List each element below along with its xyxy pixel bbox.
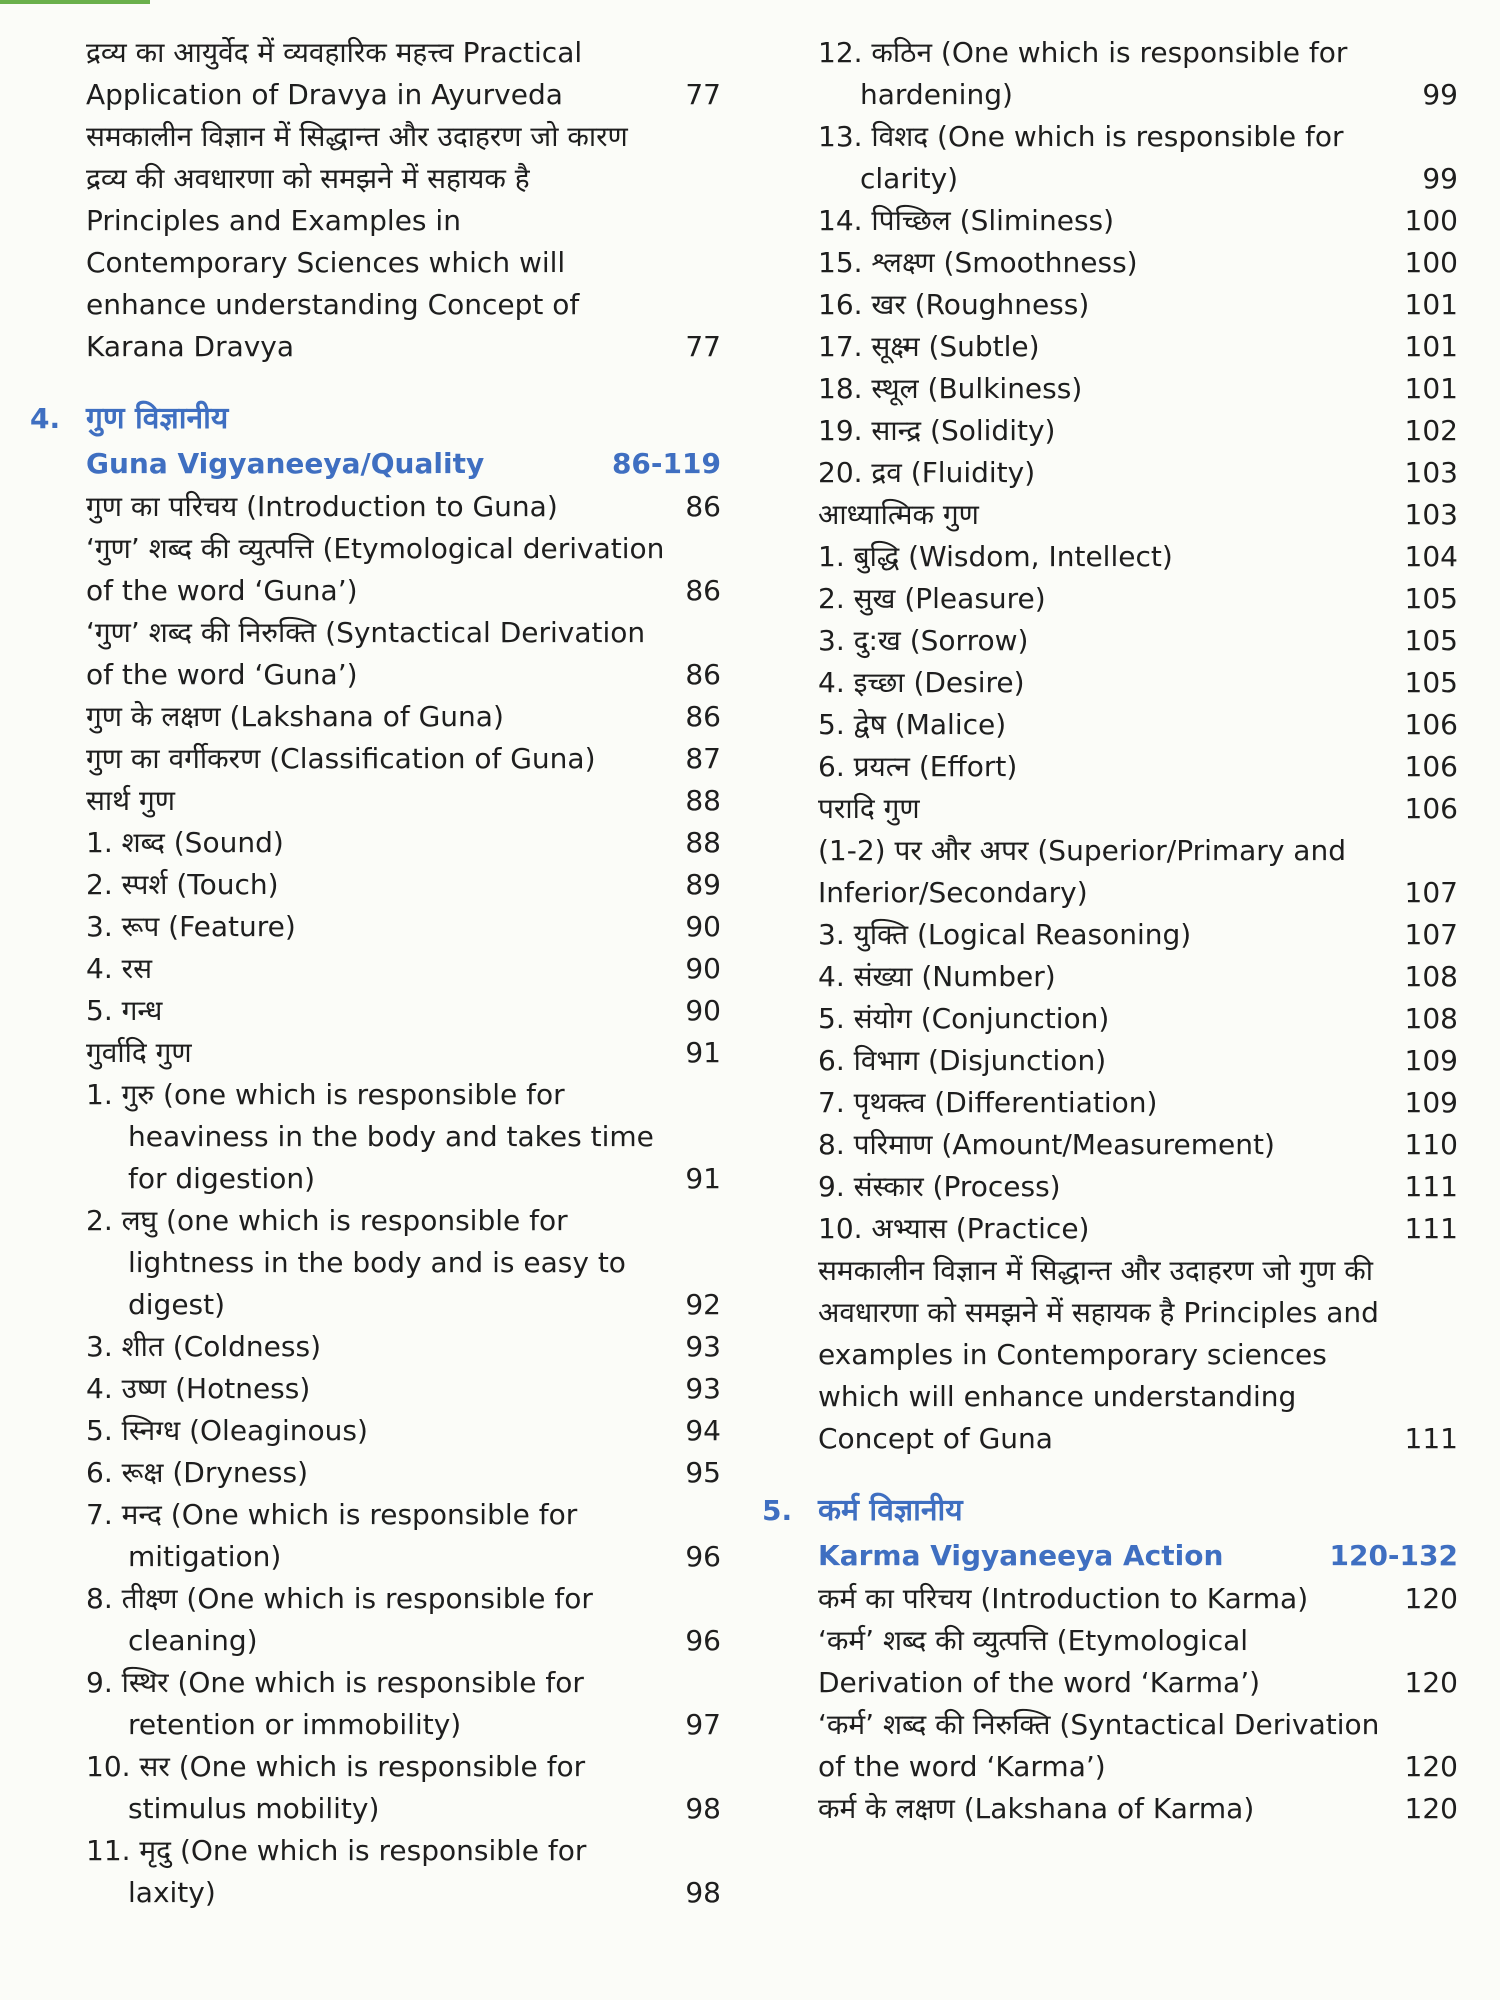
entry-text: 12. कठिन (One which is responsible for hardening) xyxy=(818,36,1348,111)
entry-text: सार्थ गुण xyxy=(86,784,175,817)
entry-page: 98 xyxy=(685,1792,721,1825)
entry-text: 20. द्रव (Fluidity) xyxy=(818,456,1036,489)
entry-page: 94 xyxy=(685,1414,721,1447)
entry-text: कर्म का परिचय (Introduction to Karma) xyxy=(818,1582,1309,1615)
entry-page: 107 xyxy=(1404,876,1458,909)
entry-text: 9. संस्कार (Process) xyxy=(818,1170,1061,1203)
entry-text: 7. मन्द (One which is responsible for mitigation) xyxy=(86,1498,578,1573)
entry-page: 89 xyxy=(685,868,721,901)
chapter-page-range: 120-132 xyxy=(1329,1539,1458,1572)
entry-text: 5. गन्ध xyxy=(86,994,163,1027)
entry-text: 10. अभ्यास (Practice) xyxy=(818,1212,1090,1245)
entry-text: 5. द्वेष (Malice) xyxy=(818,708,1007,741)
toc-entry xyxy=(818,704,1458,746)
entry-page: 103 xyxy=(1404,456,1458,489)
toc-entry xyxy=(818,830,1458,914)
entry-page: 109 xyxy=(1404,1086,1458,1119)
toc-left-column xyxy=(30,32,721,1914)
entry-text: 2. लघु (one which is responsible for lightness in the body and is easy to digest) xyxy=(86,1204,626,1321)
entry-text: ‘कर्म’ शब्द की निरुक्ति (Syntactical Derivation of the word ‘Karma’) xyxy=(818,1708,1380,1783)
entry-page: 86 xyxy=(685,574,721,607)
entry-text: गुर्वादि गुण xyxy=(86,1036,192,1069)
entry-text: गुण का वर्गीकरण (Classification of Guna) xyxy=(86,742,596,775)
toc-entry xyxy=(86,1830,721,1914)
continued-entry-list xyxy=(818,32,1458,1460)
entry-text: गुण के लक्षण (Lakshana of Guna) xyxy=(86,700,504,733)
entry-text: 6. विभाग (Disjunction) xyxy=(818,1044,1107,1077)
intro-entry-list xyxy=(86,32,721,368)
chapter-heading xyxy=(30,396,721,486)
toc-entry xyxy=(86,1074,721,1200)
entry-page: 105 xyxy=(1404,582,1458,615)
entry-page: 92 xyxy=(685,1288,721,1321)
toc-entry xyxy=(818,284,1458,326)
entry-page: 91 xyxy=(685,1036,721,1069)
entry-page: 120 xyxy=(1404,1750,1458,1783)
toc-entry xyxy=(86,1368,721,1410)
chapter-entry-list xyxy=(818,1578,1458,1830)
chapter-title-hindi: कर्म विज्ञानीय xyxy=(818,1493,963,1528)
toc-entry xyxy=(818,368,1458,410)
entry-page: 86 xyxy=(685,700,721,733)
toc-entry xyxy=(818,1040,1458,1082)
chapter-title-english: Guna Vigyaneeya/Quality xyxy=(86,447,485,480)
entry-text: द्रव्य का आयुर्वेद में व्यवहारिक महत्त्व Practical Application of Dravya in Ayurveda xyxy=(86,36,583,111)
entry-page: 120 xyxy=(1404,1582,1458,1615)
entry-text: 9. स्थिर (One which is responsible for retention or immobility) xyxy=(86,1666,584,1741)
toc-entry xyxy=(818,326,1458,368)
entry-text: 13. विशद (One which is responsible for clarity) xyxy=(818,120,1344,195)
entry-text: आध्यात्मिक गुण xyxy=(818,498,979,531)
entry-text: 4. संख्या (Number) xyxy=(818,960,1056,993)
entry-page: 111 xyxy=(1404,1170,1458,1203)
entry-page: 102 xyxy=(1404,414,1458,447)
toc-entry xyxy=(86,32,721,116)
entry-text: 3. रूप (Feature) xyxy=(86,910,296,943)
entry-page: 106 xyxy=(1404,708,1458,741)
toc-entry xyxy=(818,788,1458,830)
entry-page: 99 xyxy=(1422,162,1458,195)
chapter-page-range: 86-119 xyxy=(611,447,721,480)
entry-page: 96 xyxy=(685,1624,721,1657)
entry-text: गुण का परिचय (Introduction to Guna) xyxy=(86,490,558,523)
toc-entry xyxy=(818,242,1458,284)
entry-page: 93 xyxy=(685,1330,721,1363)
entry-page: 77 xyxy=(685,330,721,363)
entry-page: 110 xyxy=(1404,1128,1458,1161)
entry-text: 18. स्थूल (Bulkiness) xyxy=(818,372,1083,405)
entry-text: 17. सूक्ष्म (Subtle) xyxy=(818,330,1040,363)
entry-page: 101 xyxy=(1404,288,1458,321)
entry-text: 7. पृथक्त्व (Differentiation) xyxy=(818,1086,1158,1119)
entry-page: 105 xyxy=(1404,666,1458,699)
entry-page: 100 xyxy=(1404,204,1458,237)
toc-entry xyxy=(818,914,1458,956)
entry-page: 77 xyxy=(685,78,721,111)
entry-text: 14. पिच्छिल (Sliminess) xyxy=(818,204,1115,237)
entry-page: 96 xyxy=(685,1540,721,1573)
chapter-heading xyxy=(762,1488,1458,1578)
toc-right-column xyxy=(762,32,1458,1830)
toc-entry xyxy=(818,620,1458,662)
entry-text: 5. संयोग (Conjunction) xyxy=(818,1002,1110,1035)
entry-text: 3. युक्ति (Logical Reasoning) xyxy=(818,918,1192,951)
toc-entry xyxy=(818,536,1458,578)
entry-page: 90 xyxy=(685,994,721,1027)
toc-entry xyxy=(818,1250,1458,1460)
entry-page: 105 xyxy=(1404,624,1458,657)
toc-entry xyxy=(86,990,721,1032)
entry-text: 11. मृदु (One which is responsible for laxity) xyxy=(86,1834,587,1909)
entry-page: 108 xyxy=(1404,1002,1458,1035)
entry-page: 120 xyxy=(1404,1792,1458,1825)
toc-entry xyxy=(818,200,1458,242)
entry-page: 101 xyxy=(1404,372,1458,405)
entry-text: 4. रस xyxy=(86,952,152,985)
chapter-title-hindi: गुण विज्ञानीय xyxy=(86,401,229,436)
chapter-number: 5. xyxy=(762,1494,793,1527)
toc-entry xyxy=(818,1082,1458,1124)
toc-entry xyxy=(86,528,721,612)
entry-text: 1. शब्द (Sound) xyxy=(86,826,284,859)
entry-page: 100 xyxy=(1404,246,1458,279)
entry-text: 10. सर (One which is responsible for stimulus mobility) xyxy=(86,1750,586,1825)
entry-page: 111 xyxy=(1404,1422,1458,1455)
entry-text: 3. शीत (Coldness) xyxy=(86,1330,321,1363)
toc-entry xyxy=(86,1410,721,1452)
toc-entry xyxy=(818,410,1458,452)
toc-entry xyxy=(86,696,721,738)
entry-text: ‘गुण’ शब्द की निरुक्ति (Syntactical Derivation of the word ‘Guna’) xyxy=(86,616,646,691)
entry-page: 91 xyxy=(685,1162,721,1195)
toc-entry xyxy=(818,32,1458,116)
toc-entry xyxy=(86,1452,721,1494)
entry-page: 97 xyxy=(685,1708,721,1741)
entry-text: 4. उष्ण (Hotness) xyxy=(86,1372,311,1405)
entry-page: 86 xyxy=(685,490,721,523)
entry-page: 99 xyxy=(1422,78,1458,111)
toc-entry xyxy=(86,1326,721,1368)
entry-text: ‘गुण’ शब्द की व्युत्पत्ति (Etymological derivation of the word ‘Guna’) xyxy=(86,532,665,607)
entry-page: 104 xyxy=(1404,540,1458,573)
entry-text: ‘कर्म’ शब्द की व्युत्पत्ति (Etymological Derivation of the word ‘Karma’) xyxy=(818,1624,1261,1699)
entry-text: 6. रूक्ष (Dryness) xyxy=(86,1456,308,1489)
toc-entry xyxy=(818,1578,1458,1620)
entry-text: (1-2) पर और अपर (Superior/Primary and Inferior/Secondary) xyxy=(818,834,1346,909)
entry-text: 8. परिमाण (Amount/Measurement) xyxy=(818,1128,1275,1161)
toc-entry xyxy=(86,612,721,696)
toc-entry xyxy=(86,1578,721,1662)
entry-text: 15. श्लक्ष्ण (Smoothness) xyxy=(818,246,1138,279)
toc-entry xyxy=(86,864,721,906)
toc-entry xyxy=(86,1662,721,1746)
toc-entry xyxy=(818,116,1458,200)
toc-entry xyxy=(818,662,1458,704)
toc-entry xyxy=(818,494,1458,536)
entry-page: 90 xyxy=(685,952,721,985)
entry-page: 111 xyxy=(1404,1212,1458,1245)
entry-page: 106 xyxy=(1404,792,1458,825)
toc-entry xyxy=(818,746,1458,788)
toc-entry xyxy=(86,1494,721,1578)
toc-entry xyxy=(818,1620,1458,1704)
toc-entry xyxy=(86,948,721,990)
entry-text: 8. तीक्ष्ण (One which is responsible for cleaning) xyxy=(86,1582,593,1657)
entry-text: परादि गुण xyxy=(818,792,920,825)
entry-page: 86 xyxy=(685,658,721,691)
chapter-number: 4. xyxy=(30,402,61,435)
entry-page: 101 xyxy=(1404,330,1458,363)
chapter-title-english: Karma Vigyaneeya Action xyxy=(818,1539,1224,1572)
entry-page: 109 xyxy=(1404,1044,1458,1077)
entry-text: 1. बुद्धि (Wisdom, Intellect) xyxy=(818,540,1173,573)
entry-text: 4. इच्छा (Desire) xyxy=(818,666,1025,699)
entry-page: 108 xyxy=(1404,960,1458,993)
entry-page: 88 xyxy=(685,826,721,859)
toc-entry xyxy=(86,1200,721,1326)
entry-text: 2. सुख (Pleasure) xyxy=(818,582,1046,615)
entry-text: 6. प्रयत्न (Effort) xyxy=(818,750,1018,783)
toc-entry xyxy=(86,906,721,948)
toc-entry xyxy=(86,738,721,780)
top-accent-bar xyxy=(0,0,150,4)
entry-text: समकालीन विज्ञान में सिद्धान्त और उदाहरण जो कारण द्रव्य की अवधारणा को समझने में सहायक है Principles and Examples in Contemporary Sciences which will enhance understanding Concept of Karana Dravya xyxy=(86,120,628,363)
entry-text: 5. स्निग्ध (Oleaginous) xyxy=(86,1414,368,1447)
entry-page: 95 xyxy=(685,1456,721,1489)
toc-entry xyxy=(818,1788,1458,1830)
entry-text: 19. सान्द्र (Solidity) xyxy=(818,414,1056,447)
entry-text: कर्म के लक्षण (Lakshana of Karma) xyxy=(818,1792,1255,1825)
toc-entry xyxy=(818,956,1458,998)
toc-entry xyxy=(86,486,721,528)
toc-entry xyxy=(818,1166,1458,1208)
toc-entry xyxy=(86,822,721,864)
toc-entry xyxy=(86,116,721,368)
entry-text: 2. स्पर्श (Touch) xyxy=(86,868,279,901)
chapter-entry-list xyxy=(86,486,721,1914)
entry-text: 16. खर (Roughness) xyxy=(818,288,1090,321)
toc-entry xyxy=(818,998,1458,1040)
toc-entry xyxy=(86,1032,721,1074)
toc-entry xyxy=(818,1704,1458,1788)
entry-text: 1. गुरु (one which is responsible for heaviness in the body and takes time for digestion) xyxy=(86,1078,654,1195)
toc-entry xyxy=(818,1208,1458,1250)
entry-page: 107 xyxy=(1404,918,1458,951)
entry-page: 103 xyxy=(1404,498,1458,531)
toc-entry xyxy=(86,780,721,822)
entry-text: 3. दु:ख (Sorrow) xyxy=(818,624,1029,657)
toc-entry xyxy=(818,578,1458,620)
toc-entry xyxy=(818,1124,1458,1166)
toc-entry xyxy=(818,452,1458,494)
entry-page: 93 xyxy=(685,1372,721,1405)
entry-page: 106 xyxy=(1404,750,1458,783)
entry-text: समकालीन विज्ञान में सिद्धान्त और उदाहरण जो गुण की अवधारणा को समझने में सहायक है Principles and examples in Contemporary sciences which will enhance understanding Concept of Guna xyxy=(818,1254,1379,1455)
entry-page: 88 xyxy=(685,784,721,817)
entry-page: 90 xyxy=(685,910,721,943)
entry-page: 98 xyxy=(685,1876,721,1909)
entry-page: 120 xyxy=(1404,1666,1458,1699)
entry-page: 87 xyxy=(685,742,721,775)
toc-entry xyxy=(86,1746,721,1830)
